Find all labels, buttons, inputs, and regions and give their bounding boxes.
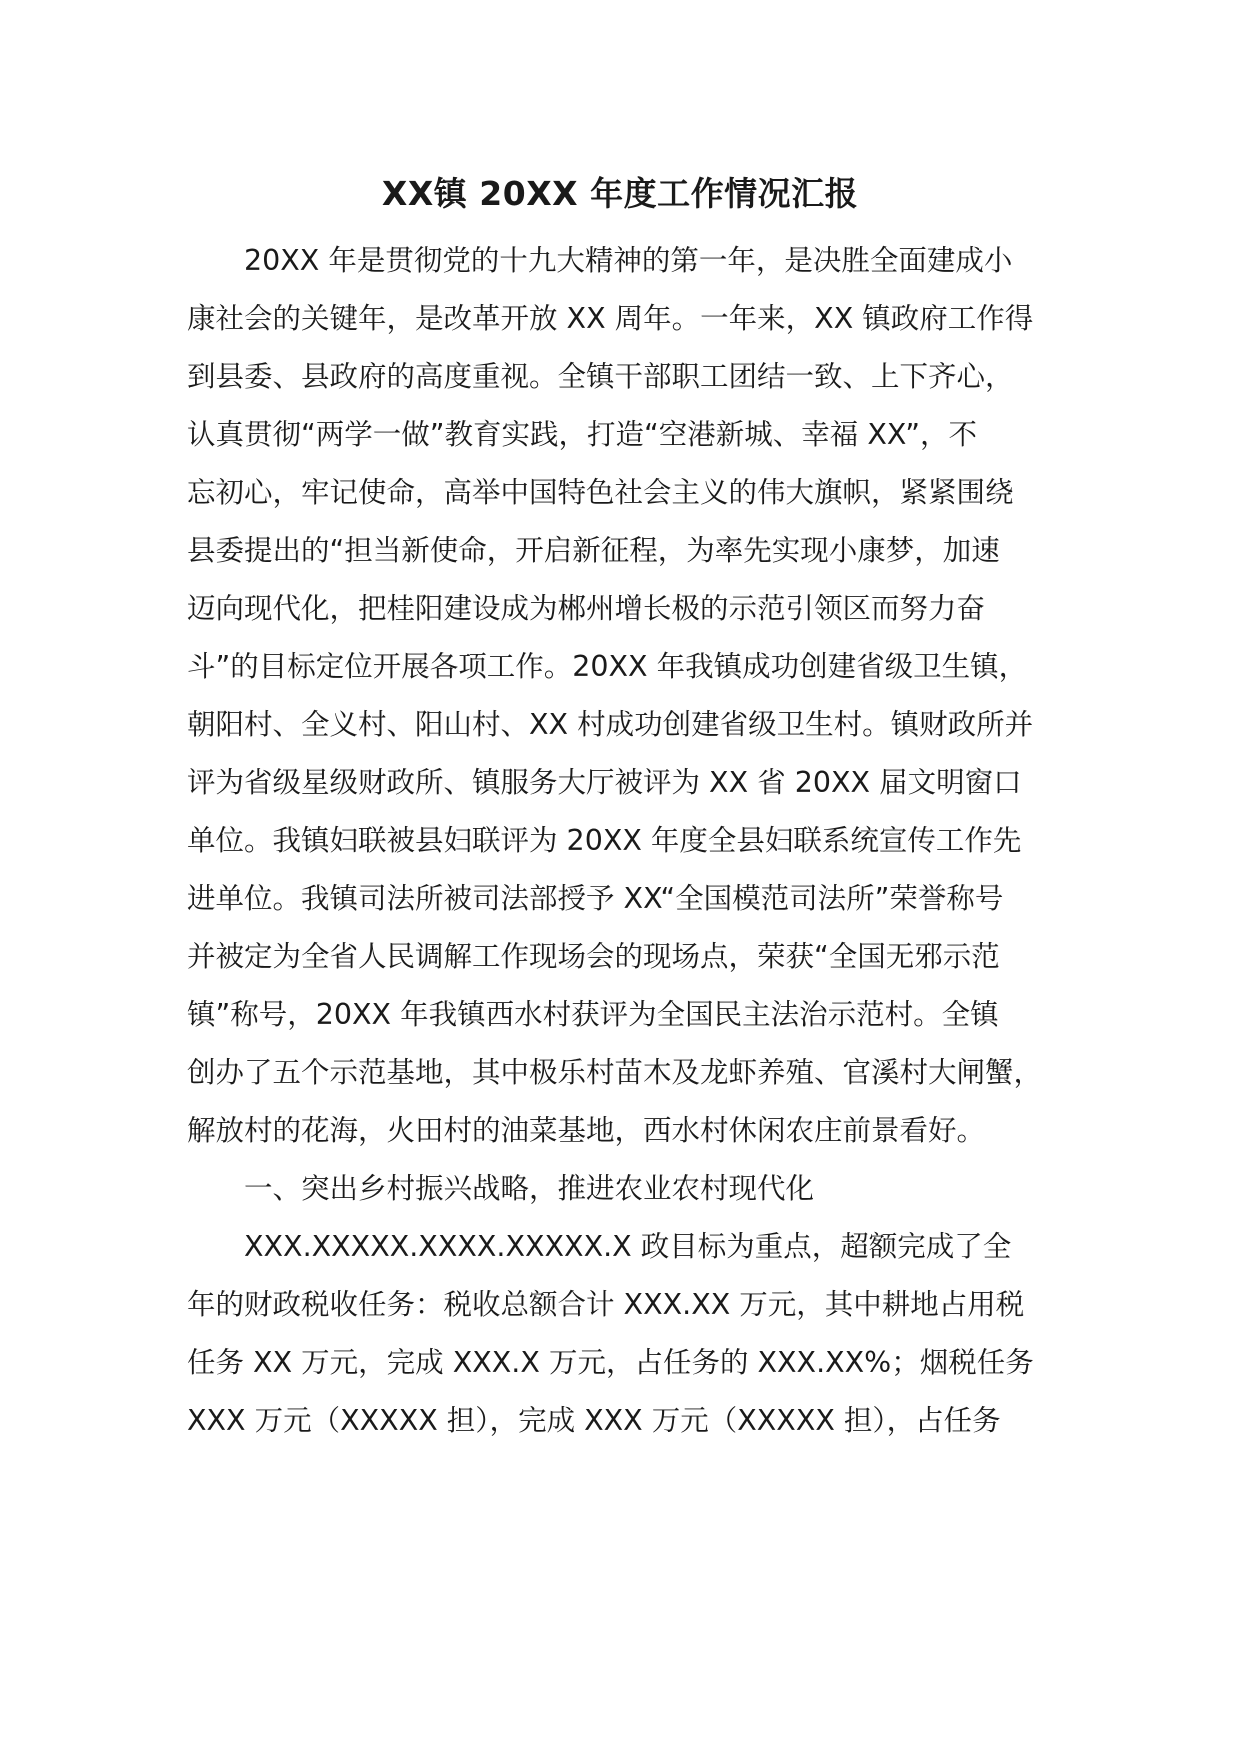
body-line: XXX 万元（XXXXX 担），完成 XXX 万元（XXXXX 担），占任务	[187, 1404, 1001, 1437]
body-line: 创办了五个示范基地，其中极乐村苗木及龙虾养殖、官溪村大闸蟹，	[187, 1056, 1043, 1089]
body-line: 年的财政税收任务：税收总额合计 XXX.XX 万元，其中耕地占用税	[187, 1288, 1025, 1321]
body-line: 进单位。我镇司法所被司法部授予 XX“全国模范司法所”荣誉称号	[187, 882, 1004, 915]
document-title: XX镇 20XX 年度工作情况汇报	[381, 174, 859, 213]
body-line: 单位。我镇妇联被县妇联评为 20XX 年度全县妇联系统宣传工作先	[187, 824, 1022, 857]
body-line: 到县委、县政府的高度重视。全镇干部职工团结一致、上下齐心，	[187, 360, 1014, 393]
body-line: 20XX 年是贯彻党的十九大精神的第一年，是决胜全面建成小	[187, 244, 1013, 277]
body-line: 任务 XX 万元，完成 XXX.X 万元，占任务的 XXX.XX%；烟税任务	[187, 1346, 1034, 1379]
body-line: 忘初心，牢记使命，高举中国特色社会主义的伟大旗帜，紧紧围绕	[187, 476, 1014, 509]
body-line: 解放村的花海，火田村的油菜基地，西水村休闲农庄前景看好。	[187, 1114, 986, 1147]
body-line: 评为省级星级财政所、镇服务大厅被评为 XX 省 20XX 届文明窗口	[187, 766, 1022, 799]
body-line: 朝阳村、全义村、阳山村、XX 村成功创建省级卫生村。镇财政所并	[187, 708, 1034, 741]
body-line: 并被定为全省人民调解工作现场会的现场点，荣获“全国无邪示范	[187, 940, 1000, 973]
section-heading: 一、突出乡村振兴战略，推进农业农村现代化	[187, 1172, 815, 1205]
body-line: 镇”称号，20XX 年我镇西水村获评为全国民主法治示范村。全镇	[187, 998, 999, 1031]
body-line: 斗”的目标定位开展各项工作。20XX 年我镇成功创建省级卫生镇，	[187, 650, 1028, 683]
body-line: 认真贯彻“两学一做”教育实践，打造“空港新城、幸福 XX”，不	[187, 418, 978, 451]
body-line: XXX.XXXXX.XXXX.XXXXX.X 政目标为重点，超额完成了全	[187, 1230, 1012, 1263]
body-line: 迈向现代化，把桂阳建设成为郴州增长极的示范引领区而努力奋	[187, 592, 986, 625]
body-line: 康社会的关键年，是改革开放 XX 周年。一年来，XX 镇政府工作得	[187, 302, 1034, 335]
body-line: 县委提出的“担当新使命，开启新征程，为率先实现小康梦，加速	[187, 534, 1000, 567]
